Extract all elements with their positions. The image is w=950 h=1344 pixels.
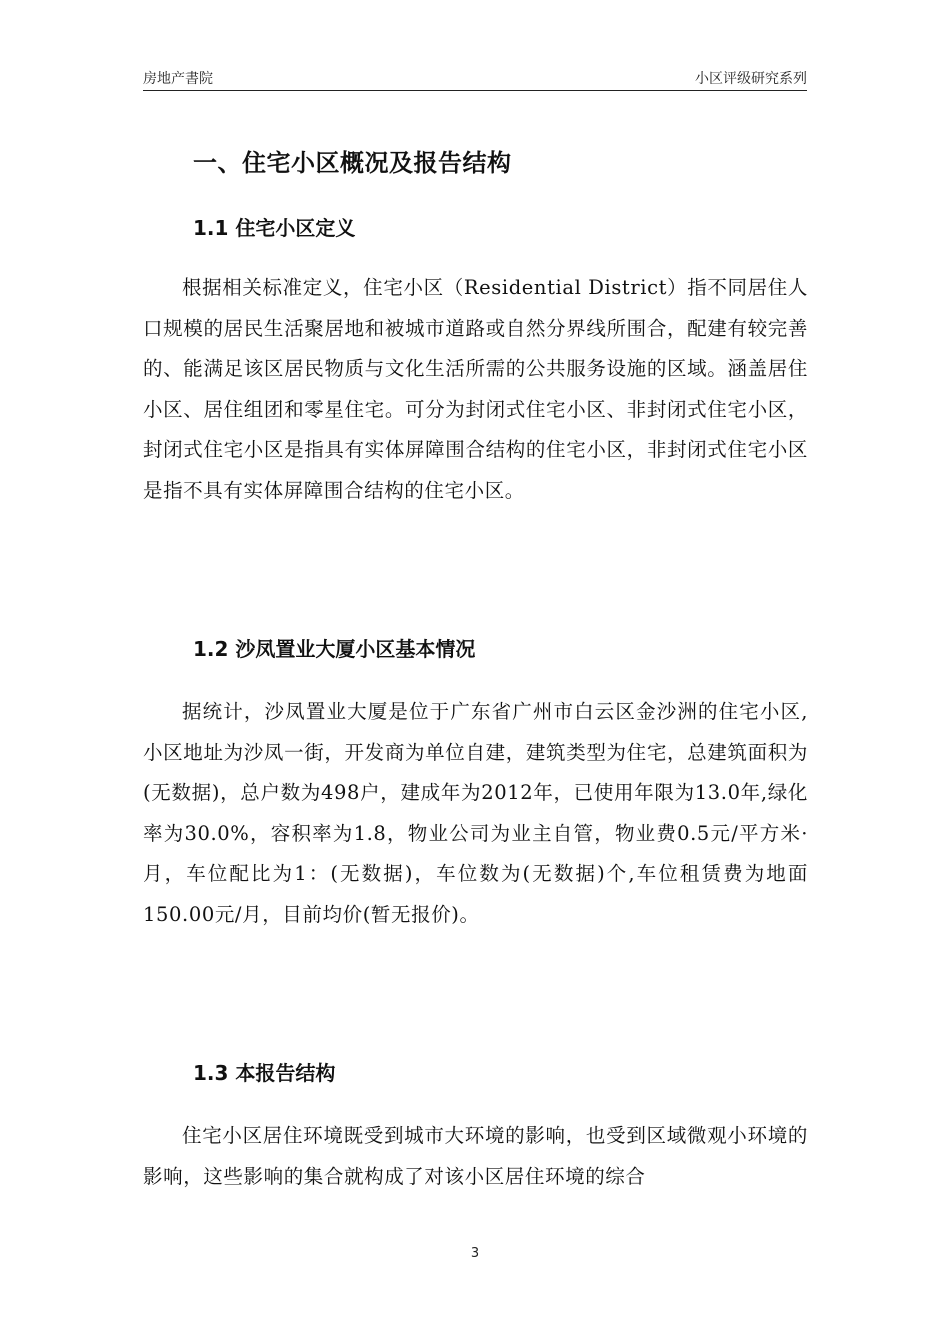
section-heading-1-1: 1.1 住宅小区定义 bbox=[193, 216, 356, 240]
section-body-1-1: 根据相关标准定义，住宅小区（Residential District）指不同居住人口规模的居民生活聚居地和被城市道路或自然分界线所围合，配建有较完善的、能满足该区居民物质与文化生活所需的公共服务设施的区域。涵盖居住小区、居住组团和零星住宅。可分为封闭式住宅小区、非封闭式住宅小区，封闭式住宅小区是指具有实体屏障围合结构的住宅小区，非封闭式住宅小区是指不具有实体屏障围合结构的住宅小区。 bbox=[143, 276, 808, 502]
header-series-title: 小区评级研究系列 bbox=[695, 71, 807, 87]
page-header bbox=[143, 66, 807, 91]
section-body-1-2: 据统计，沙凤置业大厦是位于广东省广州市白云区金沙洲的住宅小区,小区地址为沙凤一街，开发商为单位自建，建筑类型为住宅，总建筑面积为(无数据)，总户数为498户，建成年为2012年，已使用年限为13.0年,绿化率为30.0%，容积率为1.8，物业公司为业主自管，物业费0.5元/平方米·月，车位配比为1：(无数据)，车位数为(无数据)个,车位租赁费为地面150.00元/月，目前均价(暂无报价)。 bbox=[143, 700, 808, 926]
page-number: 3 bbox=[470, 1246, 480, 1261]
section-heading-1-3: 1.3 本报告结构 bbox=[193, 1061, 336, 1085]
section-heading-1-2: 1.2 沙凤置业大厦小区基本情况 bbox=[193, 637, 476, 661]
chapter-heading: 一、住宅小区概况及报告结构 bbox=[193, 149, 512, 177]
header-publisher: 房地产書院 bbox=[143, 71, 213, 87]
section-body-1-3: 住宅小区居住环境既受到城市大环境的影响，也受到区域微观小环境的影响，这些影响的集合就构成了对该小区居住环境的综合 bbox=[143, 1124, 808, 1188]
